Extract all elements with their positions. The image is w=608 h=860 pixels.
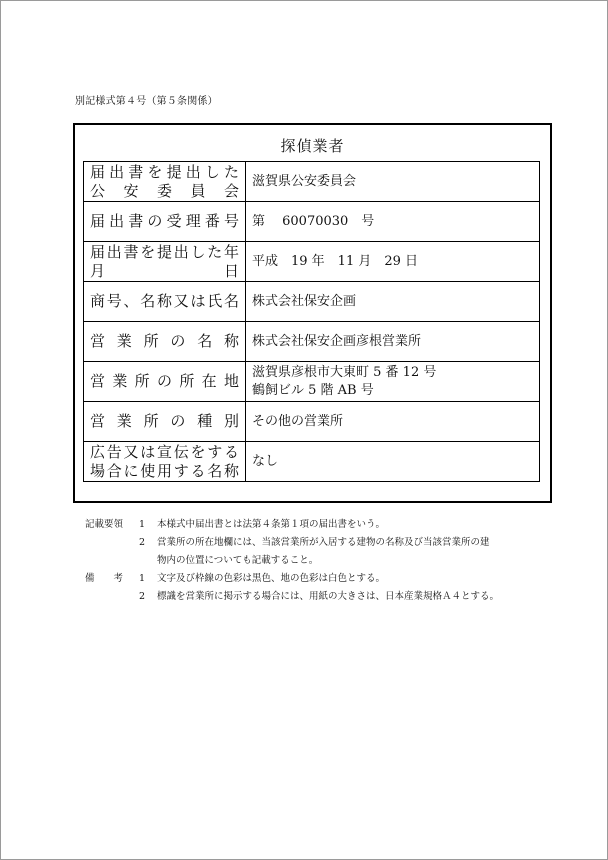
table-row <box>84 202 540 242</box>
row-value-commission: 滋賀県公安委員会 <box>246 162 540 202</box>
table-row <box>84 282 540 322</box>
row-label-receipt-number: 届出書の受理番号 <box>84 202 246 242</box>
row-value-office-name: 株式会社保安企画彦根営業所 <box>246 322 540 362</box>
row-label-submission-date: 届出書を提出した年月日 <box>84 242 246 282</box>
row-label-office-address: 営業所の所在地 <box>84 362 246 402</box>
row-value-trade-name: 株式会社保安企画 <box>246 282 540 322</box>
note-item: 備 考 1 文字及び枠線の色彩は黒色、地の色彩は白色とする。 <box>85 570 499 588</box>
notes-section <box>85 516 499 606</box>
row-value-advertising-name: なし <box>246 442 540 482</box>
note-item: 2 標識を営業所に掲示する場合には、用紙の大きさは、日本産業規格Ａ４とする。 <box>139 591 500 602</box>
info-table <box>83 161 540 482</box>
form-reference: 別記様式第４号（第５条関係） <box>75 96 218 107</box>
form-title: 探偵業者 <box>280 137 345 155</box>
table-row <box>84 242 540 282</box>
row-label-office-name: 営業所の名称 <box>84 322 246 362</box>
table-row <box>84 362 540 402</box>
row-label-office-type: 営業所の種別 <box>84 402 246 442</box>
row-value-receipt-number: 第 60070030 号 <box>246 202 540 242</box>
notes-heading-biko: 備 考 <box>85 573 124 584</box>
row-label-advertising-name: 広告又は宣伝をする 場合に使用する名称 <box>84 442 246 482</box>
table-row <box>84 162 540 202</box>
table-row <box>84 402 540 442</box>
sign-frame <box>73 123 552 503</box>
table-row <box>84 322 540 362</box>
row-label-trade-name: 商号、名称又は氏名 <box>84 282 246 322</box>
row-value-submission-date: 平成 19 年 11 月 29 日 <box>246 242 540 282</box>
note-item-continuation: 物内の位置についても記載すること。 <box>157 555 319 566</box>
row-value-office-address: 滋賀県彦根市大東町 5 番 12 号 鶴飼ビル 5 階 AB 号 <box>246 362 540 402</box>
table-row <box>84 442 540 482</box>
row-label-commission: 届出書を提出した 公 安 委 員 会 <box>84 162 246 202</box>
notes-heading-kisai: 記載要領 <box>85 519 124 530</box>
note-item: 2 営業所の所在地欄には、当該営業所が入居する建物の名称及び当該営業所の建 <box>139 537 490 548</box>
note-item: 記載要領 1 本様式中届出書とは法第４条第１項の届出書をいう。 <box>85 516 499 534</box>
row-value-office-type: その他の営業所 <box>246 402 540 442</box>
